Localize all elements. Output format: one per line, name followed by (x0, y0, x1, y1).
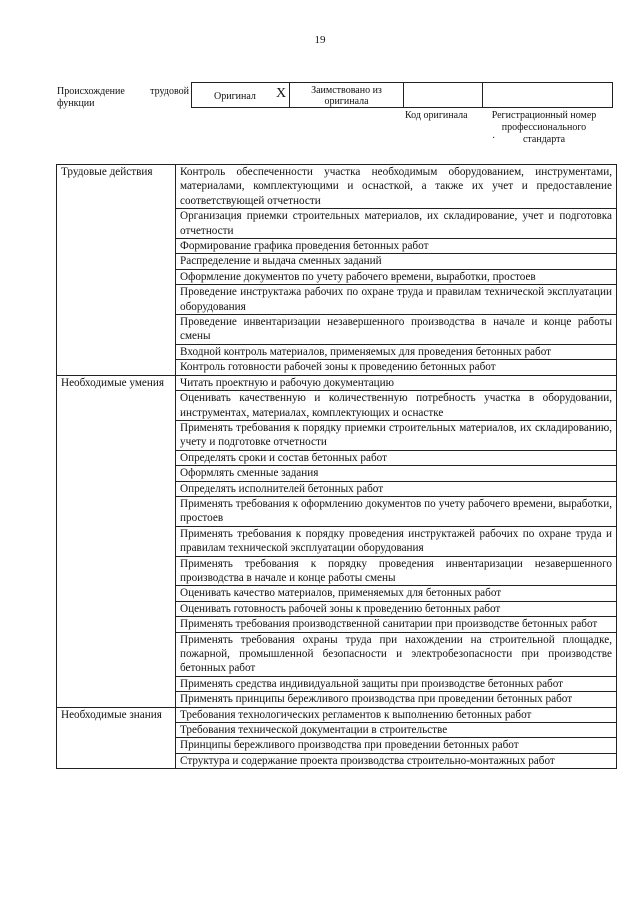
section-item: Применять требования к порядку приемки строительных материалов, их складированию, учету и подготовке отчетности (176, 420, 617, 450)
section-item: Распределение и выдача сменных заданий (176, 254, 617, 269)
section-item: Оценивать качество материалов, применяемых для бетонных работ (176, 586, 617, 601)
section-item: Оценивать готовность рабочей зоны к проведению бетонных работ (176, 601, 617, 616)
section-item: Применять требования к порядку проведения инвентаризации незавершенного производства в начале и конце работы смены (176, 556, 617, 586)
origin-label (57, 86, 189, 110)
section-item: Требования технической документации в строительстве (176, 723, 617, 738)
section-item: Принципы бережливого производства при проведении бетонных работ (176, 738, 617, 753)
section-item: Применять требования охраны труда при нахождении на строительной площадке, пожарной, промышленной безопасности и электробезопасности при производстве бетонных работ (176, 632, 617, 676)
original-mark: X (276, 86, 287, 101)
section-item: Оценивать качественную и количественную потребность участка в оборудовании, инструментах, материалах, комплектующих и оснастке (176, 391, 617, 421)
section-item: Формирование графика проведения бетонных работ (176, 239, 617, 254)
origin-label-line1: Происхождение трудовой (57, 86, 189, 97)
section-item: Применять требования к оформлению документов по учету рабочего времени, выработки, простоев (176, 496, 617, 526)
origin-label-line2: функции (57, 98, 95, 109)
section-item: Определять исполнителей бетонных работ (176, 481, 617, 496)
origin-header (57, 82, 617, 110)
code-box (403, 82, 483, 108)
section-item: Определять сроки и состав бетонных работ (176, 450, 617, 465)
section-item: Проведение инвентаризации незавершенного производства в начале и конце работы смены (176, 315, 617, 345)
borrowed-box: Заимствовано из оригинала (289, 82, 404, 108)
reg-number-box (482, 82, 613, 108)
section-title: Трудовые действия (57, 165, 176, 376)
section-item: Применять требования производственной санитарии при производстве бетонных работ (176, 617, 617, 632)
section-item: Требования технологических регламентов к выполнению бетонных работ (176, 707, 617, 722)
section-item: Контроль обеспеченности участка необходимым оборудованием, инструментами, материалами, комплектующими и оснасткой, а также их учет и предоставление соответствующей отчетности (176, 165, 617, 209)
section-item: Оформление документов по учету рабочего времени, выработки, простоев (176, 269, 617, 284)
section-item: Применять принципы бережливого производства при проведении бетонных работ (176, 692, 617, 707)
original-label: Оригинал (214, 91, 256, 102)
reg-caption: Регистрационный номер профессионального стандарта (491, 110, 597, 145)
code-caption: Код оригинала (405, 110, 468, 121)
section-title: Необходимые знания (57, 707, 176, 769)
section-item: Входной контроль материалов, применяемых для проведения бетонных работ (176, 344, 617, 359)
section-item: Контроль готовности рабочей зоны к проведению бетонных работ (176, 360, 617, 375)
table-row (57, 707, 617, 722)
stray-mark: · (492, 133, 496, 144)
section-item: Применять средства индивидуальной защиты при производстве бетонных работ (176, 676, 617, 691)
table-row (57, 165, 617, 209)
section-item: Применять требования к порядку проведения инструктажей рабочих по охране труда и правилам технической эксплуатации оборудования (176, 526, 617, 556)
section-item: Оформлять сменные задания (176, 466, 617, 481)
function-table (56, 164, 617, 769)
section-item: Проведение инструктажа рабочих по охране труда и правилам технической эксплуатации оборудования (176, 285, 617, 315)
section-item: Организация приемки строительных материалов, их складирование, учет и подготовка отчетности (176, 209, 617, 239)
page-number: 19 (314, 34, 326, 46)
table-row (57, 375, 617, 390)
section-item: Читать проектную и рабочую документацию (176, 375, 617, 390)
section-item: Структура и содержание проекта производства строительно-монтажных работ (176, 753, 617, 768)
original-box (191, 82, 290, 108)
section-title: Необходимые умения (57, 375, 176, 707)
